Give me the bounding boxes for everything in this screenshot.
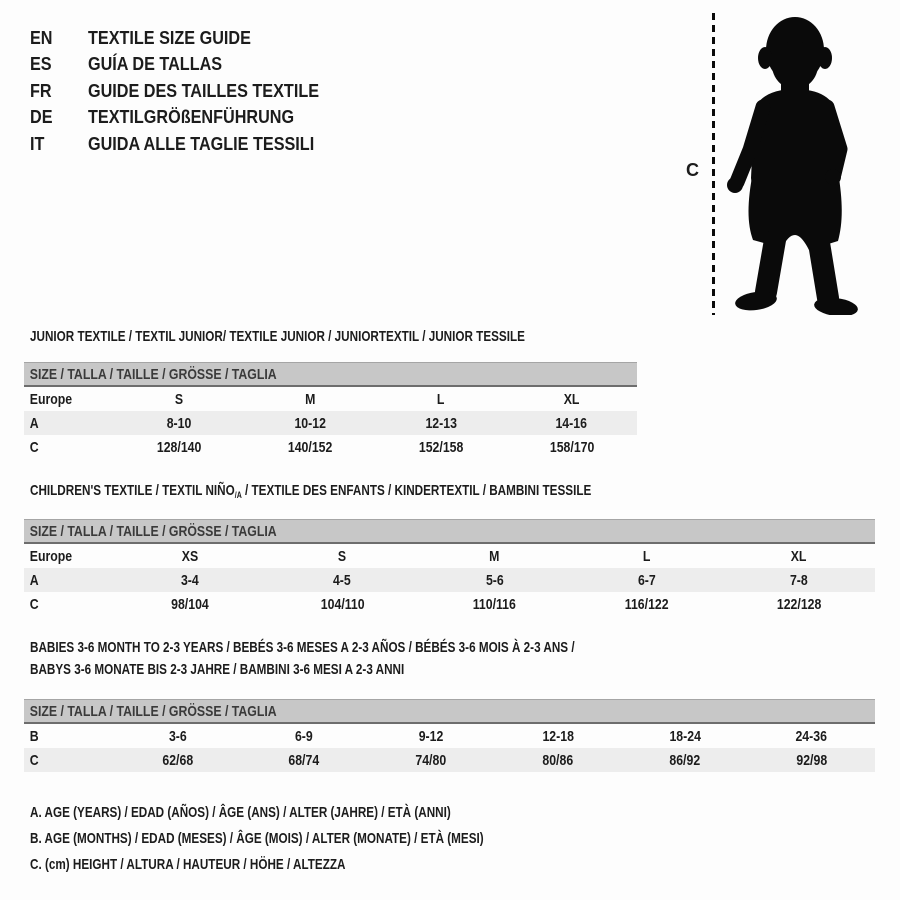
table-cell: L	[642, 547, 651, 565]
table-row-age-months	[24, 723, 875, 748]
language-code: IT	[30, 133, 45, 154]
table-row-height	[24, 435, 637, 459]
babies-title-line2: BABYS 3-6 MONATE BIS 2-3 JAHRE / BAMBINI 3-6 MESI A 2-3 ANNI	[30, 660, 405, 678]
junior-size-table	[24, 362, 637, 459]
table-cell: 9-12	[418, 727, 444, 745]
table-cell: 10-12	[294, 414, 326, 432]
language-title: TEXTILE SIZE GUIDE	[88, 27, 251, 48]
table-cell: 74/80	[415, 751, 447, 769]
language-title: TEXTILGRÖßENFÜHRUNG	[88, 107, 295, 128]
table-row-age	[24, 411, 637, 435]
table-cell: 8-10	[167, 414, 192, 432]
table-cell: M	[489, 547, 500, 565]
size-header-label: SIZE / TALLA / TAILLE / GRÖSSE / TAGLIA	[29, 702, 277, 720]
table-header-row	[24, 520, 875, 544]
table-cell: 152/158	[418, 438, 464, 456]
table-cell: 12-18	[542, 727, 574, 745]
children-section-title	[30, 482, 591, 500]
row-label: A	[29, 414, 39, 432]
height-measure-label: C	[686, 160, 699, 180]
table-cell: L	[437, 390, 445, 408]
language-title: GUIDE DES TAILLES TEXTILE	[88, 80, 320, 101]
table-cell: 4-5	[333, 571, 352, 589]
table-cell: 7-8	[789, 571, 808, 589]
table-cell: 14-16	[555, 414, 588, 432]
table-cell: 5-6	[485, 571, 504, 589]
table-cell: XL	[563, 390, 580, 408]
height-measure-dotted-line	[712, 13, 715, 315]
children-title-subscript: /A	[234, 490, 242, 500]
table-cell: 12-13	[425, 414, 457, 432]
table-cell: 24-36	[795, 727, 828, 745]
language-code: FR	[30, 80, 52, 101]
table-cell: 86/92	[669, 751, 701, 769]
children-size-table	[24, 519, 875, 616]
language-row-fr	[30, 78, 345, 105]
legend-line-c: C. (cm) HEIGHT / ALTURA / HAUTEUR / HÖHE / ALTEZZA	[30, 856, 346, 873]
row-label: Europe	[29, 547, 73, 565]
table-cell: 92/98	[796, 751, 827, 769]
junior-section-title: JUNIOR TEXTILE / TEXTIL JUNIOR/ TEXTILE JUNIOR / JUNIORTEXTIL / JUNIOR TESSILE	[30, 328, 525, 345]
table-cell: 3-6	[168, 727, 187, 745]
language-title-list	[30, 25, 345, 158]
table-cell: 3-4	[181, 571, 199, 589]
table-cell: 6-9	[295, 727, 314, 745]
table-cell: XS	[181, 547, 199, 565]
language-code: EN	[30, 27, 53, 48]
table-cell: 62/68	[162, 751, 193, 769]
language-row-es	[30, 52, 345, 79]
table-cell: 6-7	[637, 571, 656, 589]
language-title: GUIDA ALLE TAGLIE TESSILI	[88, 133, 315, 154]
table-row-height	[24, 748, 875, 772]
children-title-text: CHILDREN'S TEXTILE / TEXTIL NIÑO	[30, 482, 235, 499]
table-cell: 140/152	[287, 438, 333, 456]
table-row-age	[24, 568, 875, 592]
table-cell: S	[338, 547, 347, 565]
language-row-it	[30, 131, 345, 158]
language-row-de	[30, 105, 345, 132]
toddler-silhouette-icon	[720, 10, 870, 315]
table-cell: 98/104	[171, 595, 209, 613]
table-cell: 128/140	[157, 438, 202, 456]
table-cell: 110/116	[472, 595, 517, 613]
table-cell: 122/128	[776, 595, 822, 613]
table-cell: 158/170	[549, 438, 594, 456]
table-cell: 116/122	[624, 595, 669, 613]
table-cell: 104/110	[320, 595, 365, 613]
row-label: C	[29, 751, 39, 769]
row-label: Europe	[29, 390, 73, 408]
table-row-europe	[24, 386, 637, 411]
table-cell: 68/74	[288, 751, 320, 769]
measure-legend	[30, 800, 612, 878]
legend-line-b: B. AGE (MONTHS) / EDAD (MESES) / ÂGE (MOIS) / ALTER (MONATE) / ETÀ (MESI)	[30, 830, 484, 847]
table-row-height	[24, 592, 875, 616]
row-label: C	[29, 438, 39, 456]
table-header-row	[24, 700, 875, 724]
babies-title-line1: BABIES 3-6 MONTH TO 2-3 YEARS / BEBÉS 3-6 MESES A 2-3 AÑOS / BÉBÉS 3-6 MOIS À 2-3 ANS /	[30, 639, 575, 656]
row-label: C	[29, 595, 39, 613]
table-row-europe	[24, 543, 875, 568]
table-cell: XL	[791, 547, 807, 565]
size-header-label: SIZE / TALLA / TAILLE / GRÖSSE / TAGLIA	[29, 365, 277, 383]
size-header-label: SIZE / TALLA / TAILLE / GRÖSSE / TAGLIA	[29, 522, 277, 540]
language-code: DE	[30, 107, 53, 128]
babies-section-title	[30, 637, 575, 680]
table-cell: M	[305, 390, 316, 408]
row-label: B	[29, 727, 39, 745]
table-cell: 80/86	[542, 751, 574, 769]
language-code: ES	[30, 54, 52, 75]
legend-line-a: A. AGE (YEARS) / EDAD (AÑOS) / ÂGE (ANS) / ALTER (JAHRE) / ETÀ (ANNI)	[30, 804, 451, 821]
row-label: A	[29, 571, 39, 589]
babies-size-table	[24, 699, 875, 772]
language-title: GUÍA DE TALLAS	[88, 54, 223, 75]
table-cell: 18-24	[668, 727, 701, 745]
children-title-text-cont: / TEXTILE DES ENFANTS / KINDERTEXTIL / BAMBINI TESSILE	[241, 482, 592, 499]
table-header-row	[24, 363, 637, 387]
language-row-en	[30, 25, 345, 52]
table-cell: S	[175, 390, 184, 408]
